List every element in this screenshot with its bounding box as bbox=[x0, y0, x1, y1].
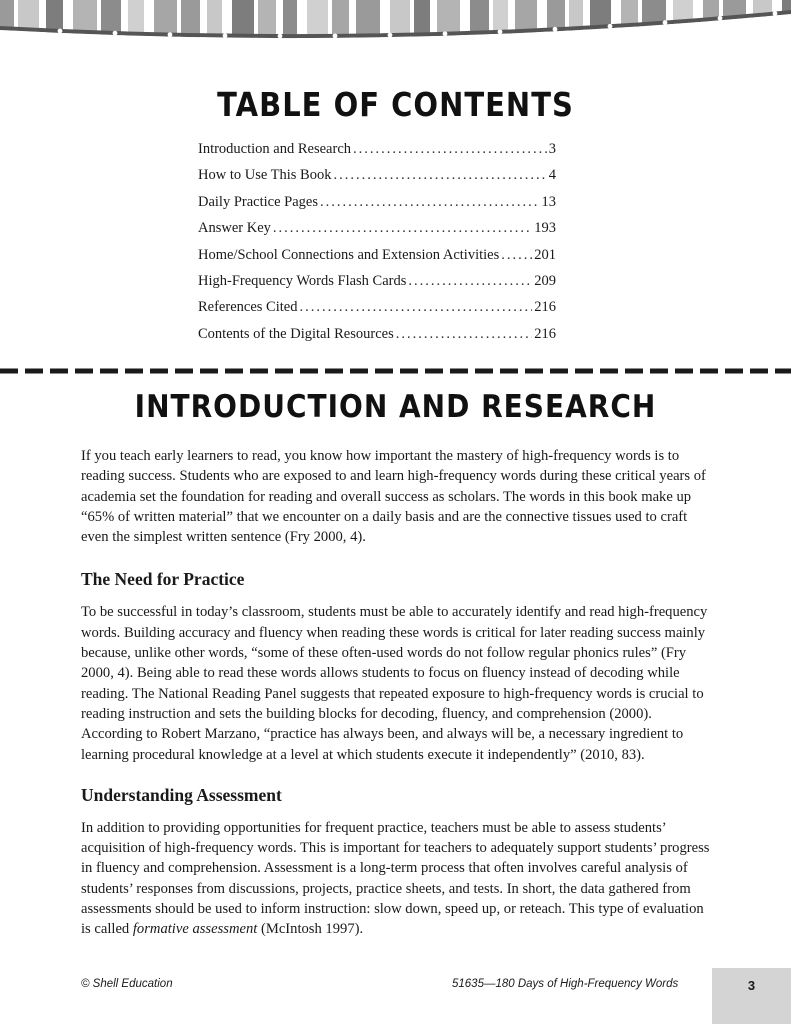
understanding-assessment-heading: Understanding Assessment bbox=[81, 784, 282, 805]
header-dot bbox=[58, 29, 63, 34]
toc-item-label: High-Frequency Words Flash Cards bbox=[198, 272, 407, 289]
toc-dot-leader bbox=[353, 141, 547, 158]
footer-publisher: © Shell Education bbox=[81, 978, 173, 990]
intro-paragraph: If you teach early learners to read, you know how important the mastery of high-frequency words is to reading success. Students who are exposed to and learn high-frequency words during these critical years of academia set the foundation for reading and overall success as scholars. The words in this book make up “65% of written material” that we encounter on a daily basis and are the connective tissues used to craft even the simplest written sentence (Fry 2000, 4). bbox=[81, 448, 706, 546]
toc-item-label: Answer Key bbox=[198, 220, 271, 237]
toc-dot-leader bbox=[299, 299, 532, 316]
page-number-tab bbox=[712, 968, 791, 1024]
toc-item-label: Home/School Connections and Extension Activities bbox=[198, 246, 500, 263]
toc-item-page: 209 bbox=[534, 272, 556, 289]
toc-item bbox=[198, 273, 556, 299]
header-dot bbox=[443, 31, 448, 36]
toc-item bbox=[198, 247, 556, 273]
toc-item-label: Contents of the Digital Resources bbox=[198, 325, 394, 342]
toc-item-page: 201 bbox=[534, 246, 556, 263]
need-for-practice-paragraph: To be successful in today’s classroom, students must be able to accurately identify and read high-frequency words. Building accuracy and fluency when reading these words is critical for later reading success mainly because, unlike other words, “some of these often-used words do not follow regular phonics rules” (Fry 2000, 4). Being able to read these words allows students to focus on fluency instead of decoding while reading. The National Reading Panel suggests that repeated exposure to high-frequency words is crucial to reading instruction and sets the building blocks for decoding, fluency, and comprehension (2000). According to Robert Marzano, “practice has always been, and always will be, a necessary ingredient to learning procedural knowledge at a level at which students execute it independently” (2010, 83). bbox=[81, 604, 708, 763]
header-dot bbox=[663, 20, 668, 25]
toc-heading: TABLE OF CONTENTS bbox=[217, 85, 574, 125]
header-dot bbox=[278, 34, 283, 39]
toc-item bbox=[198, 299, 556, 325]
header-dot bbox=[333, 33, 338, 38]
understanding-assessment-paragraph bbox=[81, 818, 711, 940]
formative-assessment-term: formative assessment bbox=[132, 921, 258, 938]
header-dot bbox=[113, 31, 118, 36]
toc-dot-leader bbox=[320, 194, 540, 211]
header-dot bbox=[773, 11, 778, 16]
toc-item-page: 13 bbox=[541, 193, 556, 210]
toc-item bbox=[198, 194, 556, 220]
header-decoration bbox=[0, 0, 791, 50]
footer-book-title: 51635—180 Days of High-Frequency Words bbox=[452, 978, 679, 990]
toc-item-label: References Cited bbox=[198, 299, 298, 316]
toc-item-page: 193 bbox=[534, 220, 556, 237]
toc-item-label: How to Use This Book bbox=[198, 167, 332, 184]
table-of-contents bbox=[198, 141, 556, 352]
dashed-divider bbox=[0, 368, 791, 374]
toc-item-page: 216 bbox=[534, 325, 556, 342]
intro-heading: INTRODUCTION AND RESEARCH bbox=[134, 388, 657, 425]
toc-item bbox=[198, 326, 556, 352]
toc-item bbox=[198, 141, 556, 167]
toc-dot-leader bbox=[501, 247, 532, 264]
toc-dot-leader bbox=[273, 220, 532, 237]
header-dot bbox=[223, 33, 228, 38]
header-dot bbox=[718, 16, 723, 21]
toc-item-page: 3 bbox=[548, 141, 556, 157]
header-dot bbox=[608, 24, 613, 29]
assessment-text-end: (McIntosh 1997). bbox=[257, 921, 364, 938]
toc-item bbox=[198, 220, 556, 246]
toc-item-label: Introduction and Research bbox=[198, 141, 352, 157]
header-dot bbox=[498, 29, 503, 34]
page-number: 3 bbox=[747, 978, 756, 993]
assessment-text-start: In addition to providing opportunities for frequent practice, teachers must be able to assess students’ acquisition of high-frequency words. This is important for teachers to adequately support students’ progress in fluency and comprehension. Assessment is a long-term process that often involves careful analysis of students’ responses from discussions, projects, practice sheets, and tests. In short, the data gathered from assessments should be used to inform instruction: slow down, speed up, or reteach. This type of evaluation is called bbox=[81, 819, 710, 938]
need-for-practice-heading: The Need for Practice bbox=[81, 569, 245, 590]
toc-item-page: 216 bbox=[534, 299, 556, 316]
toc-dot-leader bbox=[333, 167, 546, 184]
header-dot bbox=[553, 27, 558, 32]
toc-item-page: 4 bbox=[548, 167, 556, 184]
header-dot bbox=[168, 32, 173, 37]
toc-item bbox=[198, 167, 556, 193]
toc-item-label: Daily Practice Pages bbox=[198, 193, 318, 210]
toc-dot-leader bbox=[396, 326, 533, 343]
header-dot bbox=[388, 33, 393, 38]
toc-dot-leader bbox=[408, 273, 532, 290]
article-body bbox=[81, 446, 711, 940]
